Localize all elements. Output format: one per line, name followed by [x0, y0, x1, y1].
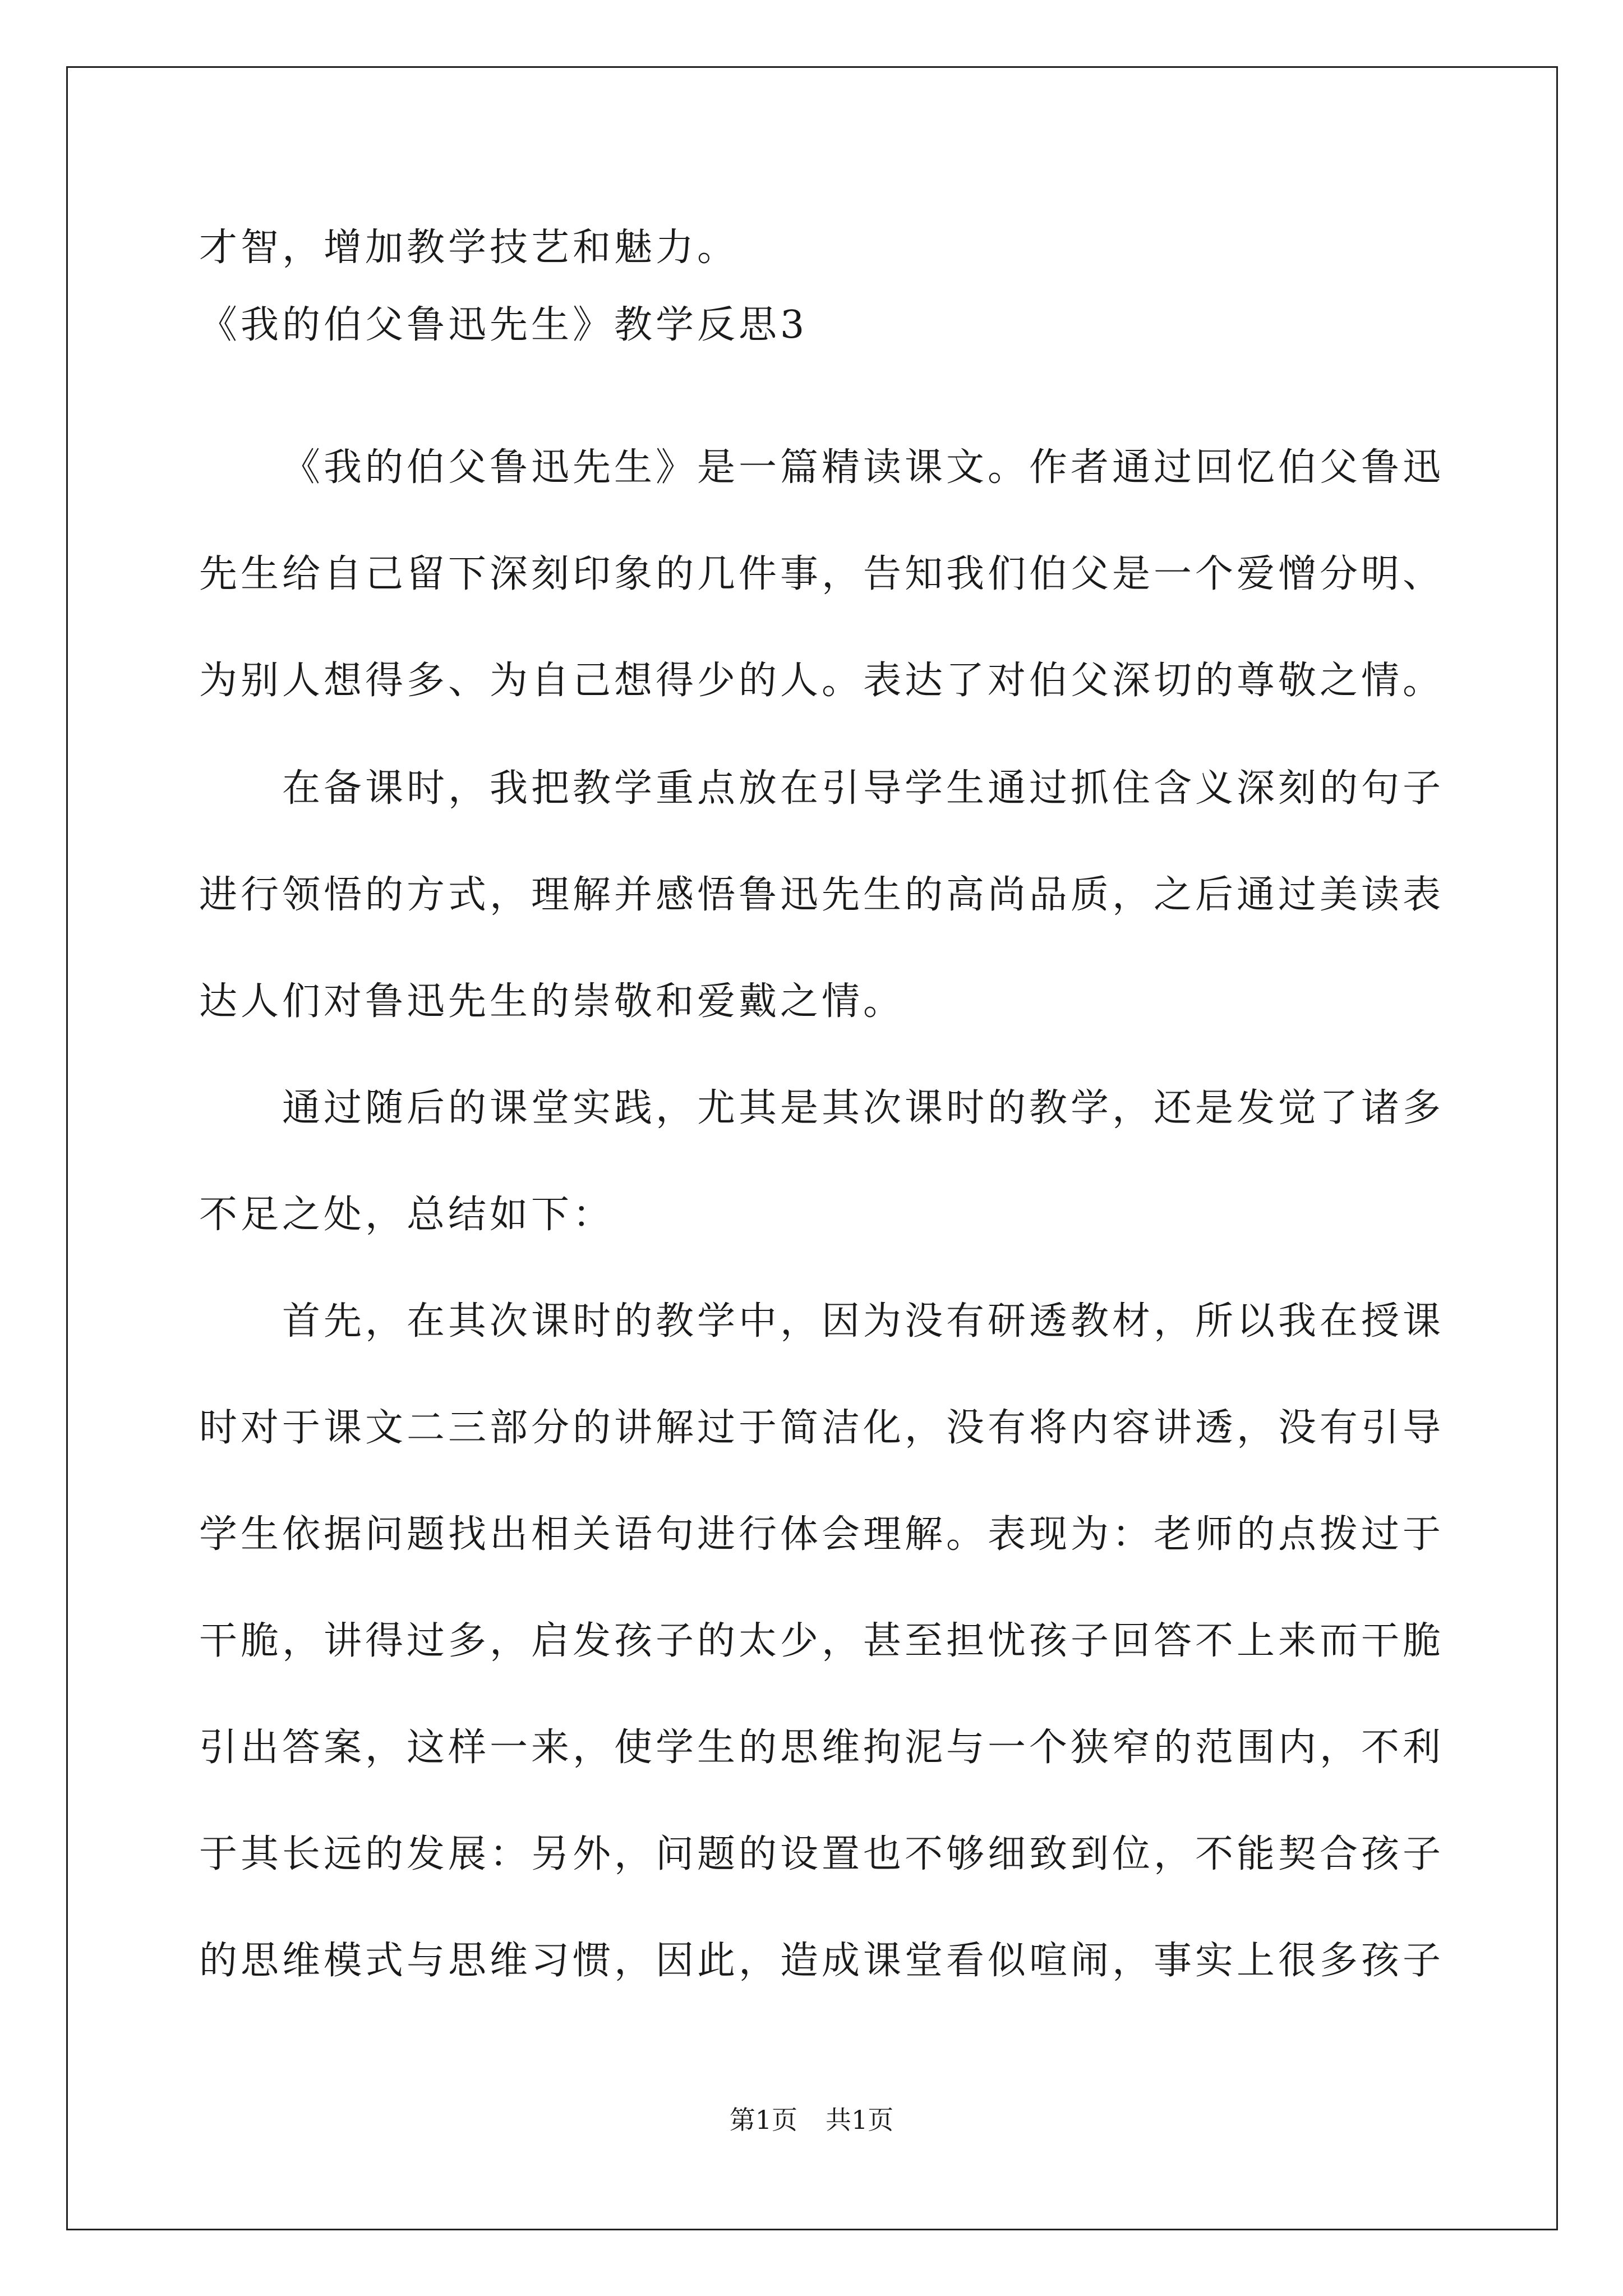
- page-border: [66, 66, 1558, 2230]
- text-line: 干脆，讲得过多，启发孩子的太少，甚至担忧孩子回答不上来而干脆: [199, 1619, 1445, 1663]
- text-line: 的思维模式与思维习惯，因此，造成课堂看似喧闹，事实上很多孩子: [199, 1939, 1445, 1983]
- page-footer: [0, 2107, 1623, 2133]
- text-line: 时对于课文二三部分的讲解过于简洁化，没有将内容讲透，没有引导: [199, 1406, 1445, 1450]
- page-number: 第1页: [729, 2105, 797, 2135]
- text-line: 首先，在其次课时的教学中，因为没有研透教材，所以我在授课: [282, 1299, 1445, 1343]
- text-line: 才智，增加教学技艺和魅力。: [199, 226, 739, 270]
- text-line: 于其长远的发展：另外，问题的设置也不够细致到位，不能契合孩子: [199, 1832, 1445, 1876]
- text-line: 进行领悟的方式，理解并感悟鲁迅先生的高尚品质，之后通过美读表: [199, 873, 1445, 917]
- text-line: 达人们对鲁迅先生的崇敬和爱戴之情。: [199, 979, 905, 1024]
- text-line: 学生依据问题找出相关语句进行体会理解。表现为：老师的点拨过于: [199, 1512, 1445, 1557]
- page-total: 共1页: [826, 2105, 894, 2135]
- text-line: 在备课时，我把教学重点放在引导学生通过抓住含义深刻的句子: [282, 766, 1445, 811]
- text-line: 先生给自己留下深刻印象的几件事，告知我们伯父是一个爱憎分明、: [199, 552, 1445, 596]
- text-line: 通过随后的课堂实践，尤其是其次课时的教学，还是发觉了诸多: [282, 1086, 1445, 1130]
- section-heading: 《我的伯父鲁迅先生》教学反思3: [199, 303, 808, 347]
- text-line: 《我的伯父鲁迅先生》是一篇精读课文。作者通过回忆伯父鲁迅: [282, 445, 1445, 490]
- text-line: 引出答案，这样一来，使学生的思维拘泥与一个狭窄的范围内，不利: [199, 1726, 1445, 1770]
- text-line: 为别人想得多、为自己想得少的人。表达了对伯父深切的尊敬之情。: [199, 659, 1445, 703]
- text-line: 不足之处，总结如下：: [199, 1193, 615, 1237]
